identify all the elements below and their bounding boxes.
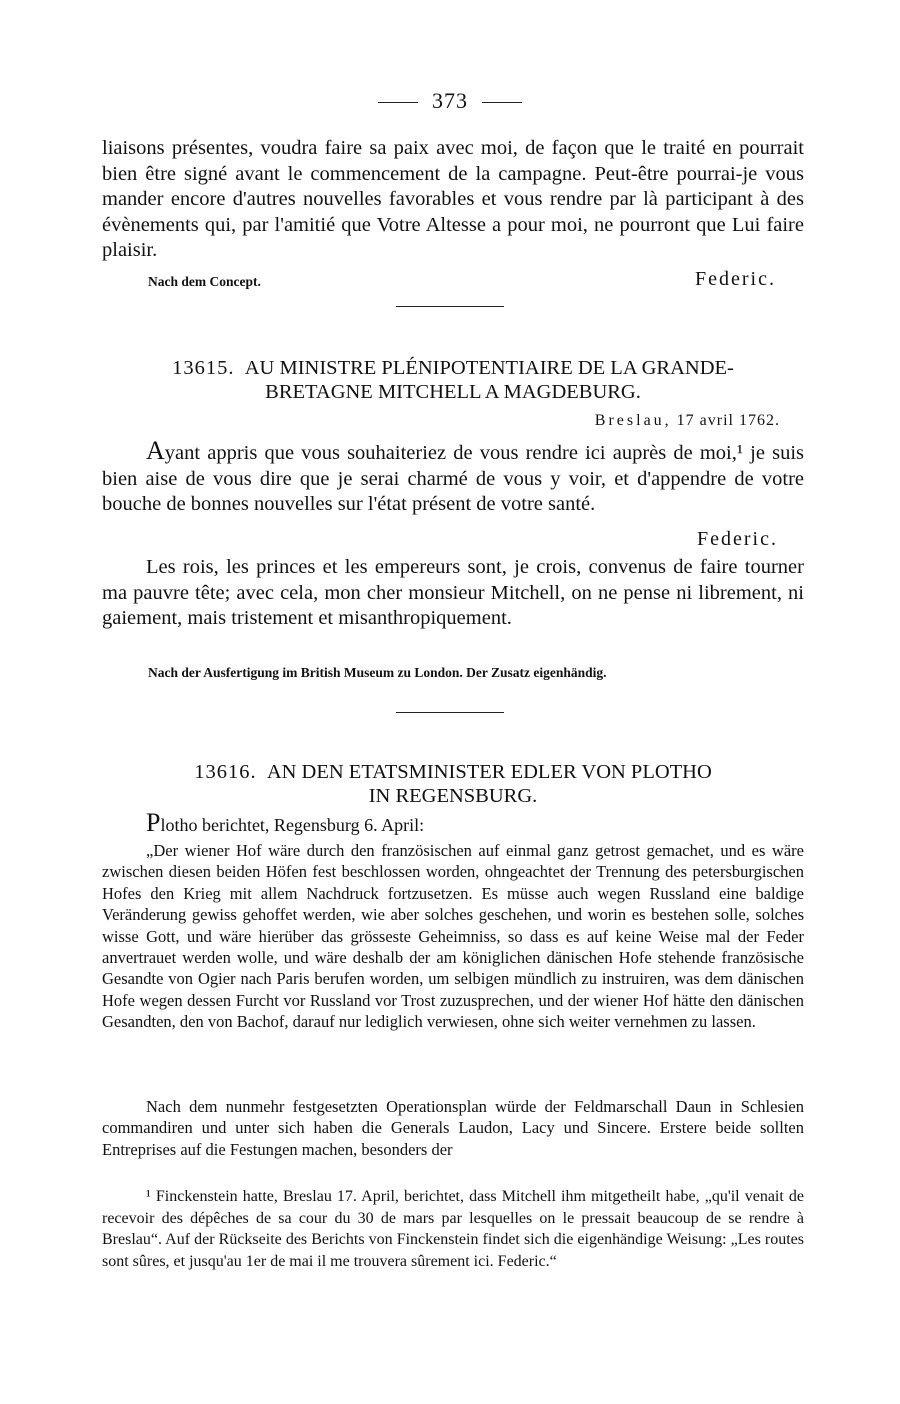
letter-13615-number: 13615. bbox=[172, 357, 235, 379]
letter-13616-continuation-text: Nach dem nunmehr festgesetzten Operationsplan würde der Feldmarschall Daun in Schlesien commandiren und unter sich haben die Generals Laudon, Lacy und Sincere. Erstere beide sollten Entreprises auf die Festungen machen, besonders der bbox=[102, 1097, 804, 1159]
letter-13615-signature: Federic. bbox=[697, 528, 778, 550]
footnote-text bbox=[102, 1186, 804, 1272]
opening-signature: Federic. bbox=[695, 268, 776, 290]
letter-13616-number: 13616. bbox=[194, 761, 257, 783]
section-divider bbox=[396, 712, 504, 713]
letter-13615-source: Nach der Ausfertigung im British Museum zu London. Der Zusatz eigenhändig. bbox=[148, 665, 607, 680]
letter-13615-body bbox=[102, 438, 804, 518]
letter-13616-dropcap: P bbox=[146, 808, 161, 837]
letter-13615-heading-line1: AU MINISTRE PLÉNIPOTENTIAIRE DE LA GRANDE- bbox=[244, 357, 734, 379]
letter-13616-quote bbox=[102, 840, 804, 1033]
letter-13616-heading-line2: IN REGENSBURG. bbox=[368, 785, 538, 807]
letter-13616-intro bbox=[102, 810, 804, 839]
letter-13615-postscript bbox=[102, 555, 804, 632]
letter-13615-text: yant appris que vous souhaiteriez de vous rendre ici auprès de moi,¹ je suis bien aise de vous dire que je serai charmé de vous y voir, et d'appendre de votre bouche de bonnes nouvelles sur l'état présent de votre santé. bbox=[102, 442, 804, 515]
letter-13616-intro-text: lotho berichtet, Regensburg 6. April: bbox=[160, 815, 425, 835]
footnote-marker: ¹ bbox=[146, 1188, 151, 1205]
letter-13615-paragraph bbox=[102, 438, 804, 518]
letter-13615-place: Breslau, bbox=[594, 412, 672, 429]
page-header bbox=[0, 88, 900, 114]
letter-13616-intro-row bbox=[102, 810, 804, 839]
opening-section bbox=[102, 136, 804, 264]
letter-13615-dropcap: A bbox=[146, 436, 165, 465]
letter-13616-continuation bbox=[102, 1096, 804, 1160]
opening-source: Nach dem Concept. bbox=[148, 274, 261, 289]
footnote-body: Finckenstein hatte, Breslau 17. April, berichtet, dass Mitchell ihm mitgetheilt habe, „qu'il venait de recevoir des dépêches de sa cour du 30 de mars par lesquelles on le pressait beaucoup de se rendre à Breslau“. Auf der Rückseite des Berichts von Finckenstein findet sich die eigenhändige Weisung: „Les routes sont sûres, et jusqu'au 1er de mai il me trouvera sûrement ici. Federic.“ bbox=[102, 1188, 805, 1270]
letter-13616-heading bbox=[102, 760, 804, 808]
letter-13616-quote-text: „Der wiener Hof wäre durch den französischen auf einmal ganz getrost gemachet, und es wäre zwischen diesen beiden Höfen fest beschlossen worden, ohngeachtet der Trennung des petersburgischen Hofes den Krieg mit allem Nachdruck fortzusetzen. Es müsse auch wegen Russland eine baldige Veränderung gewiss gehoffet werden, wie aber solches geschehen, und worin es bestehen solle, solches wisse Gott, und wäre hierüber das grösseste Geheimniss, so dass es auf keine Weise mal der Feder anvertrauet werden wolle, und wäre deshalb der am königlichen dänischen Hofe stehende französische Gesandte von Ogier nach Paris berufen worden, um selbigen mündlich zu instruiren, was dem dänischen Hofe wegen dessen Furcht vor Russland vor Trost zuzusprechen, und der wiener Hof hätte den dänischen Gesandten, den von Bachof, darauf nur lediglich verwiesen, ohne sich weiter vernehmen zu lassen. bbox=[102, 841, 804, 1032]
letter-13616-heading-line1: AN DEN ETATSMINISTER EDLER VON PLOTHO bbox=[266, 761, 712, 783]
letter-13615-dateline bbox=[595, 412, 780, 430]
page-number: 373 bbox=[432, 88, 468, 113]
footnote bbox=[102, 1186, 804, 1272]
letter-13615-heading-line2: BRETAGNE MITCHELL A MAGDEBURG. bbox=[265, 381, 641, 403]
letter-13615-postscript-text: Les rois, les princes et les empereurs sont, je crois, convenus de faire tourner ma pauvre tête; avec cela, mon cher monsieur Mitchell, on ne pense ni librement, ni gaiement, mais tristement et misanthropiquement. bbox=[102, 556, 804, 629]
letter-13615-heading bbox=[102, 356, 804, 404]
section-divider bbox=[396, 306, 504, 307]
header-dash-left bbox=[378, 102, 418, 103]
opening-paragraph: liaisons présentes, voudra faire sa paix avec moi, de façon que le traité en pourrait bien être signé avant le commencement de la campagne. Peut-être pourrai-je vous mander encore d'autres nouvelles favorables et vous rendre par là participant à des évènements qui, par l'amitié que Votre Altesse a pour moi, ne pourront que Lui faire plaisir. bbox=[102, 137, 804, 261]
letter-13615-date: 17 avril 1762. bbox=[676, 412, 780, 429]
header-dash-right bbox=[482, 102, 522, 103]
